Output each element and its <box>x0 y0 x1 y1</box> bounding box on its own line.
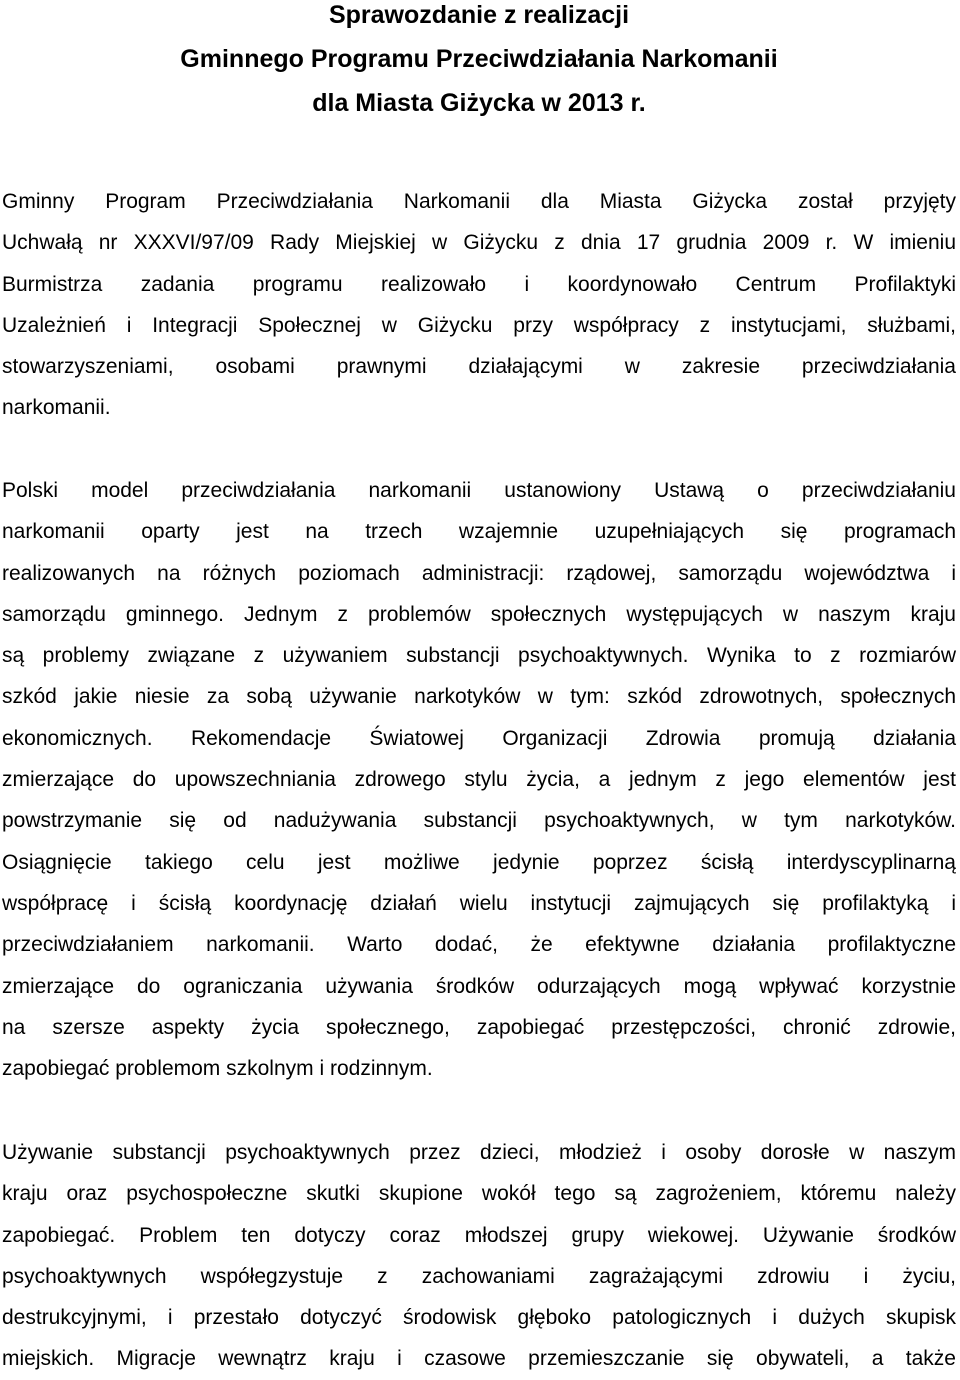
text-line: zapobiegać problemom szkolnym i rodzinnym. <box>2 1057 433 1081</box>
text-line: na szersze aspekty życia społecznego, zapobiegać przestępczości, chronić zdrowie, <box>2 1015 956 1039</box>
text-line: Osiągnięcie takiego celu jest możliwe jedynie poprzez ścisłą interdyscyplinarną <box>2 850 956 874</box>
text-line: samorządu gminnego. Jednym z problemów społecznych występujących w naszym kraju <box>2 602 956 626</box>
text-line: zmierzające do ograniczania używania środków odurzających mogą wpływać korzystnie <box>2 974 956 998</box>
paragraph-polish-model <box>2 470 956 1089</box>
text-line: destrukcyjnymi, i przestało dotyczyć środowisk głęboko patologicznych i dużych skupisk <box>2 1306 956 1330</box>
paragraph-substance-use <box>2 1132 956 1380</box>
text-line: są problemy związane z używaniem substancji psychoaktywnych. Wynika to z rozmiarów <box>2 644 956 668</box>
title-line-2: Gminnego Programu Przeciwdziałania Narkomanii <box>180 45 778 73</box>
text-line: psychoaktywnych współegzystuje z zachowaniami zagrażającymi zdrowiu i życiu, <box>2 1264 956 1288</box>
text-line: zmierzające do upowszechniania zdrowego stylu życia, a jednym z jego elementów jest <box>2 768 956 792</box>
text-line: Uzależnień i Integracji Społecznej w Giżycku przy współpracy z instytucjami, służbami, <box>2 313 956 337</box>
text-line: narkomanii. <box>2 396 111 420</box>
text-line: stowarzyszeniami, osobami prawnymi działającymi w zakresie przeciwdziałania <box>2 355 956 379</box>
text-line: współpracę i ścisłą koordynację działań wielu instytucji zajmujących się profilaktyką i <box>2 891 956 915</box>
text-line: ekonomicznych. Rekomendacje Światowej Organizacji Zdrowia promują działania <box>2 726 956 750</box>
title-line-1: Sprawozdanie z realizacji <box>328 1 630 29</box>
document-title <box>2 0 956 125</box>
text-line: Używanie substancji psychoaktywnych przez dzieci, młodzież i osoby dorosłe w naszym <box>2 1141 956 1164</box>
text-line: narkomanii oparty jest na trzech wzajemnie uzupełniających się programach <box>2 520 956 544</box>
text-line: zapobiegać. Problem ten dotyczy coraz młodszej grupy wiekowej. Używanie środków <box>2 1223 956 1247</box>
text-line: powstrzymanie się od nadużywania substancji psychoaktywnych, w tym narkotyków. <box>2 809 956 833</box>
text-line: kraju oraz psychospołeczne skutki skupione wokół tego są zagrożeniem, któremu należy <box>2 1182 956 1206</box>
title-line-3: dla Miasta Giżycka w 2013 r. <box>312 89 646 117</box>
text-line: szkód jakie niesie za sobą używanie narkotyków w tym: szkód zdrowotnych, społecznych <box>2 685 956 709</box>
text-line: Uchwałą nr XXXVI/97/09 Rady Miejskiej w Giżycku z dnia 17 grudnia 2009 r. W imieniu <box>2 231 956 255</box>
text-line: miejskich. Migracje wewnątrz kraju i czasowe przemieszczanie się obywateli, a także <box>2 1347 956 1371</box>
text-line: realizowanych na różnych poziomach administracji: rządowej, samorządu województwa i <box>2 561 956 585</box>
text-line: przeciwdziałaniem narkomanii. Warto dodać, że efektywne działania profilaktyczne <box>2 933 956 957</box>
text-line: Burmistrza zadania programu realizowało i koordynowało Centrum Profilaktyki <box>2 272 956 296</box>
text-line: Gminny Program Przeciwdziałania Narkomanii dla Miasta Giżycka został przyjęty <box>2 190 956 213</box>
text-line: Polski model przeciwdziałania narkomanii ustanowiony Ustawą o przeciwdziałaniu <box>2 479 956 502</box>
paragraph-program-adoption <box>2 181 956 429</box>
